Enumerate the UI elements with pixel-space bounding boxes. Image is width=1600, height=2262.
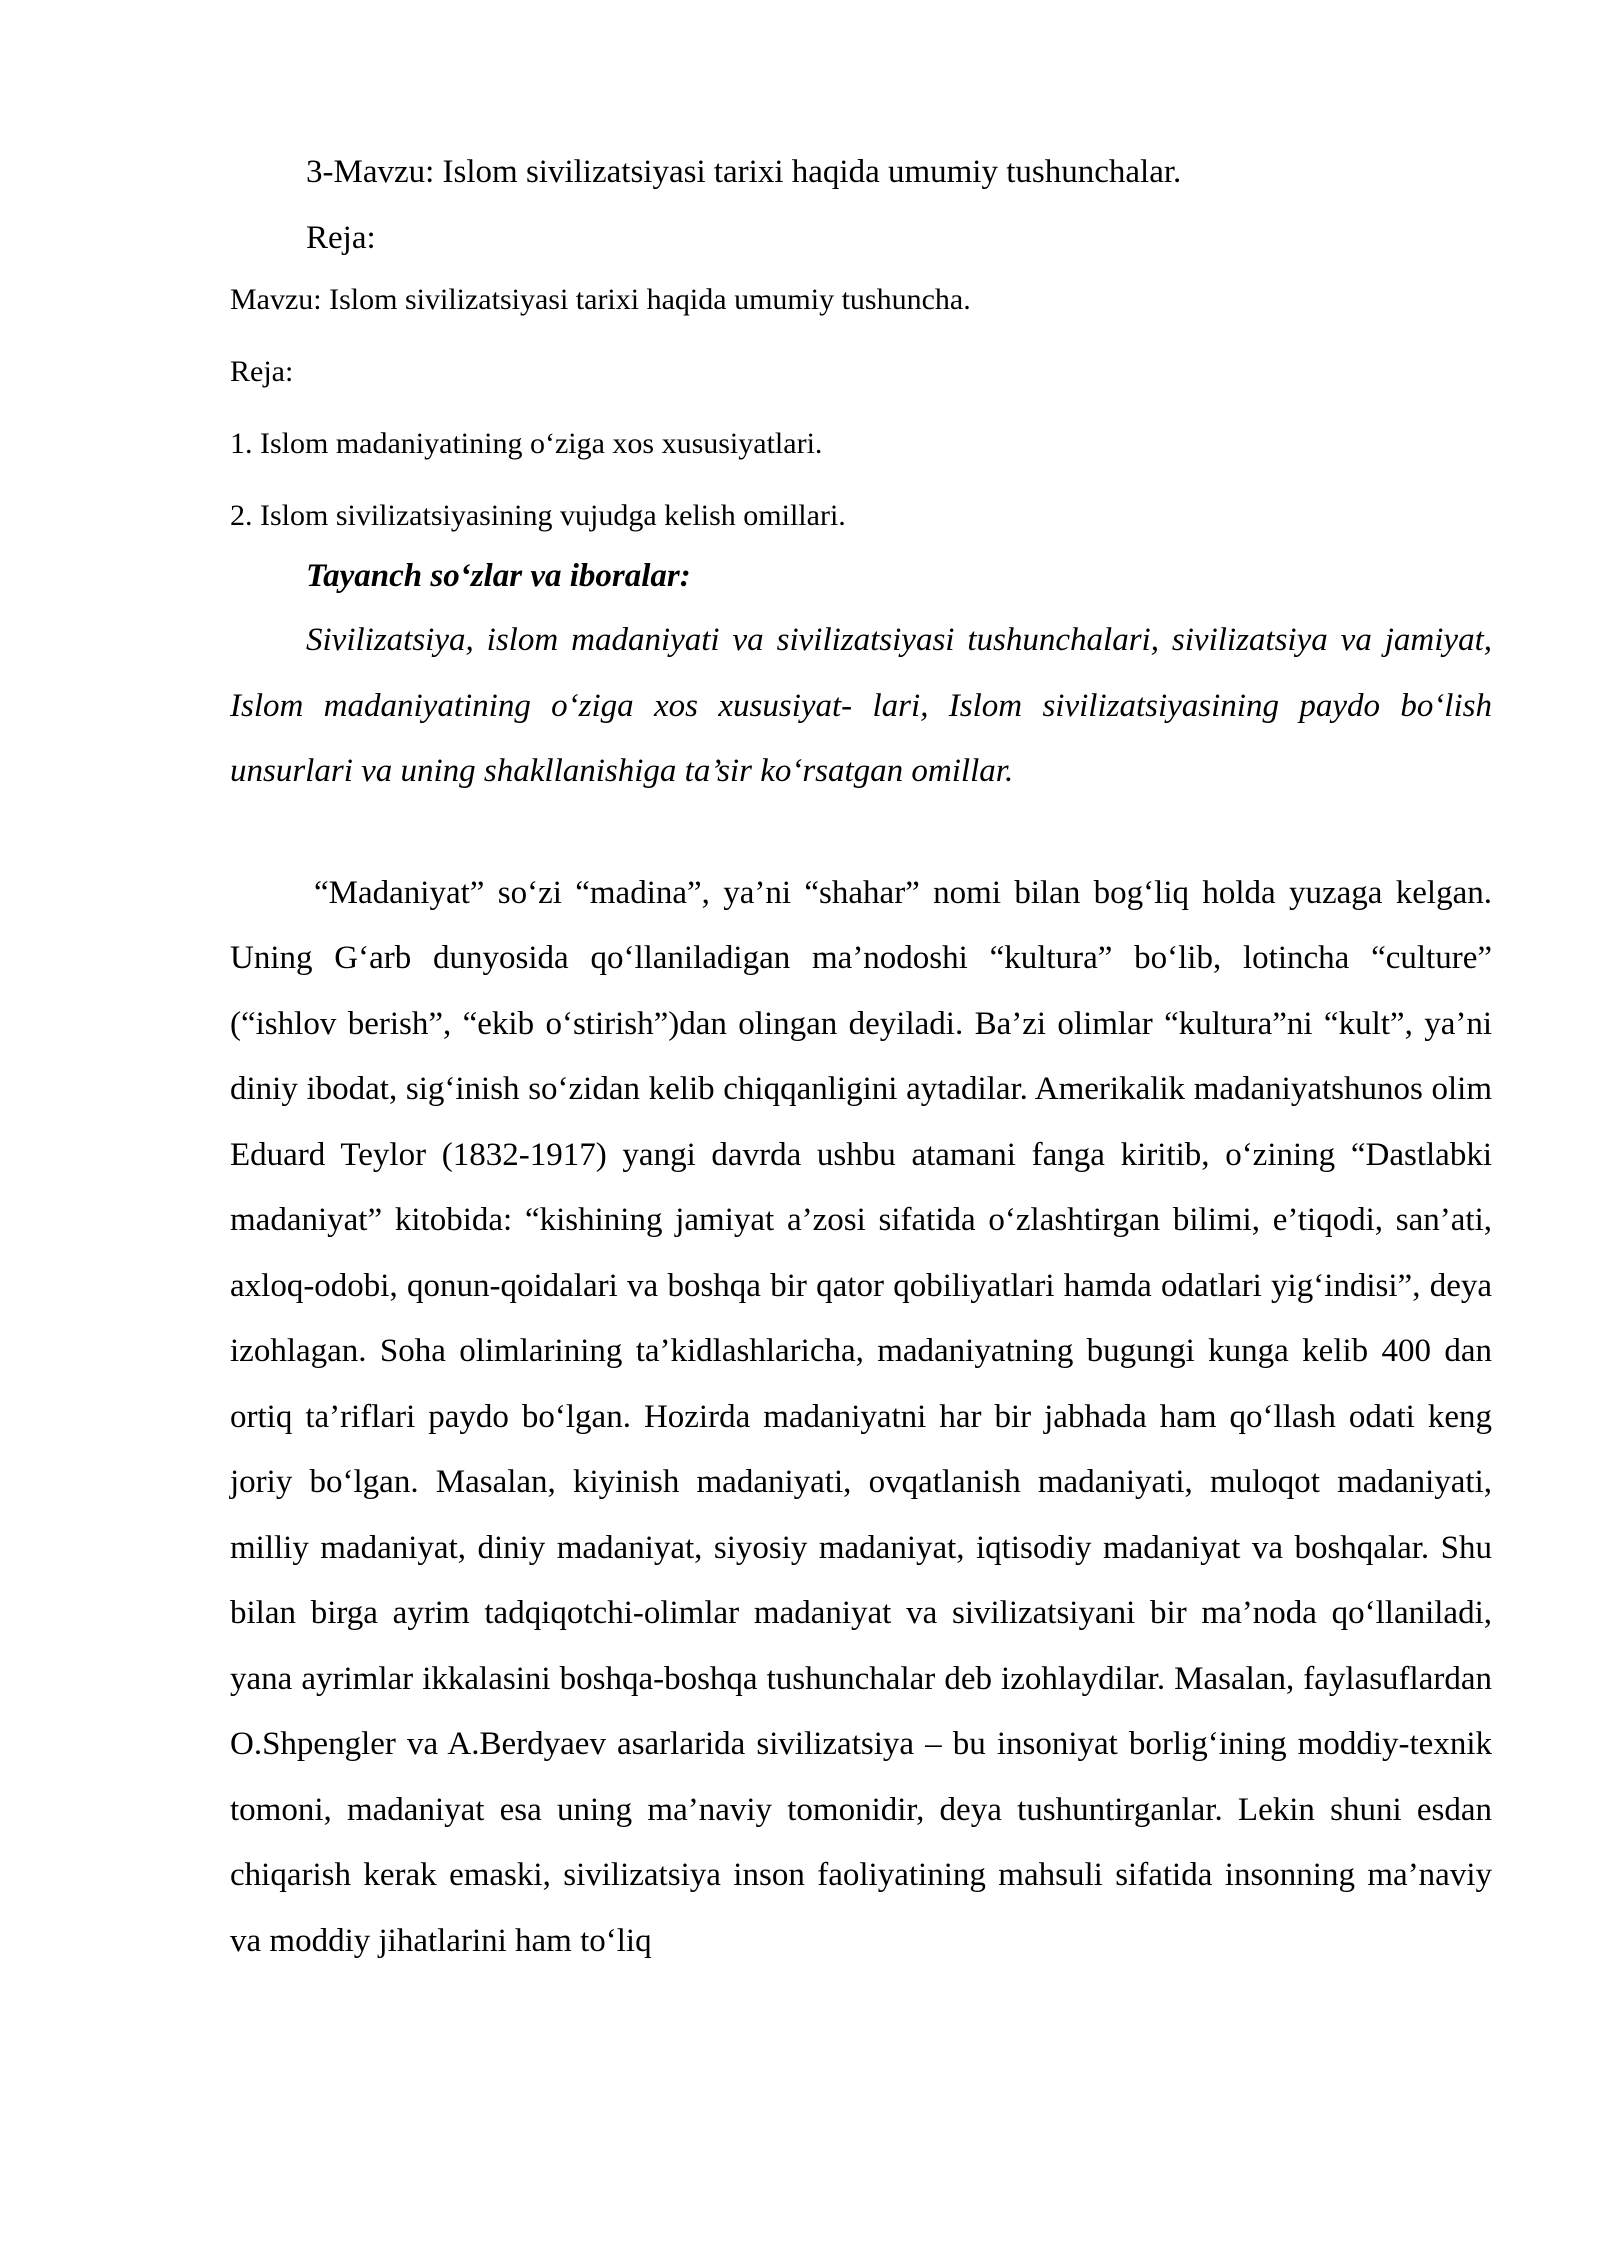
topic-title: 3-Mavzu: Islom sivilizatsiyasi tarixi haqida umumiy tushunchalar.	[306, 154, 1182, 190]
keywords-heading: Tayanch so‘zlar va iboralar:	[306, 558, 691, 594]
keywords-text: Sivilizatsiya, islom madaniyati va sivilizatsiyasi tushunchalari, sivilizatsiya va jamiyat, Islom madaniyatining o‘ziga xos xususiyat- lari, Islom sivilizatsiyasining paydo bo‘lish unsurlari va uning shakllanishiga ta’sir ko‘rsatgan omillar.	[230, 622, 1492, 789]
body-paragraph: “Madaniyat” so‘zi “madina”, ya’ni “shahar” nomi bilan bog‘liq holda yuzaga kelgan. Uning G‘arb dunyosida qo‘llaniladigan ma’nodoshi “kultura” bo‘lib, lotincha “culture” (“ishlov berish”, “ekib o‘stirish”)dan olingan deyiladi. Ba’zi olimlar “kultura”ni “kult”, ya’ni diniy ibodat, sig‘inish so‘zidan kelib chiqqanligini aytadilar. Amerikalik madaniyatshunos olim Eduard Teylor (1832-1917) yangi davrda ushbu atamani fanga kiritib, o‘zining “Dastlabki madaniyat” kitobida: “kishining jamiyat a’zosi sifatida o‘zlashtirgan bilimi, e’tiqodi, san’ati, axloq-odobi, qonun-qoidalari va boshqa bir qator qobiliyatlari hamda odatlari yig‘indisi”, deya izohlagan. Soha olimlarining ta’kidlashlaricha, madaniyatning bugungi kunga kelib 400 dan ortiq ta’riflari paydo bo‘lgan. Hozirda madaniyatni har bir jabhada ham qo‘llash odati keng joriy bo‘lgan. Masalan, kiyinish madaniyati, ovqatlanish madaniyati, muloqot madaniyati, milliy madaniyat, diniy madaniyat, siyosiy madaniyat, iqtisodiy madaniyat va boshqalar. Shu bilan birga ayrim tadqiqotchi-olimlar madaniyat va sivilizatsiyani bir ma’noda qo‘llaniladi, yana ayrimlar ikkalasini boshqa-boshqa tushunchalar deb izohlaydilar. Masalan, faylasuflardan O.Shpengler va A.Berdyaev asarlarida sivilizatsiya – bu insoniyat borlig‘ining moddiy-texnik tomoni, madaniyat esa uning ma’naviy tomonidir, deya tushuntirganlar. Lekin shuni esdan chiqarish kerak emaski, sivilizatsiya inson faoliyatining mahsuli sifatida insonning ma’naviy va moddiy jihatlarini ham to‘liq	[230, 874, 1492, 1959]
plan-item-1: 1. Islom madaniyatining o‘ziga xos xususiyatlari.	[230, 427, 823, 460]
subtopic-title: Mavzu: Islom sivilizatsiyasi tarixi haqida umumiy tushuncha.	[230, 283, 971, 316]
plan-label: Reja:	[306, 220, 376, 256]
plan-item-2: 2. Islom sivilizatsiyasining vujudga kelish omillari.	[230, 499, 846, 532]
document-page	[230, 150, 1492, 1974]
subplan-label: Reja:	[230, 355, 294, 388]
